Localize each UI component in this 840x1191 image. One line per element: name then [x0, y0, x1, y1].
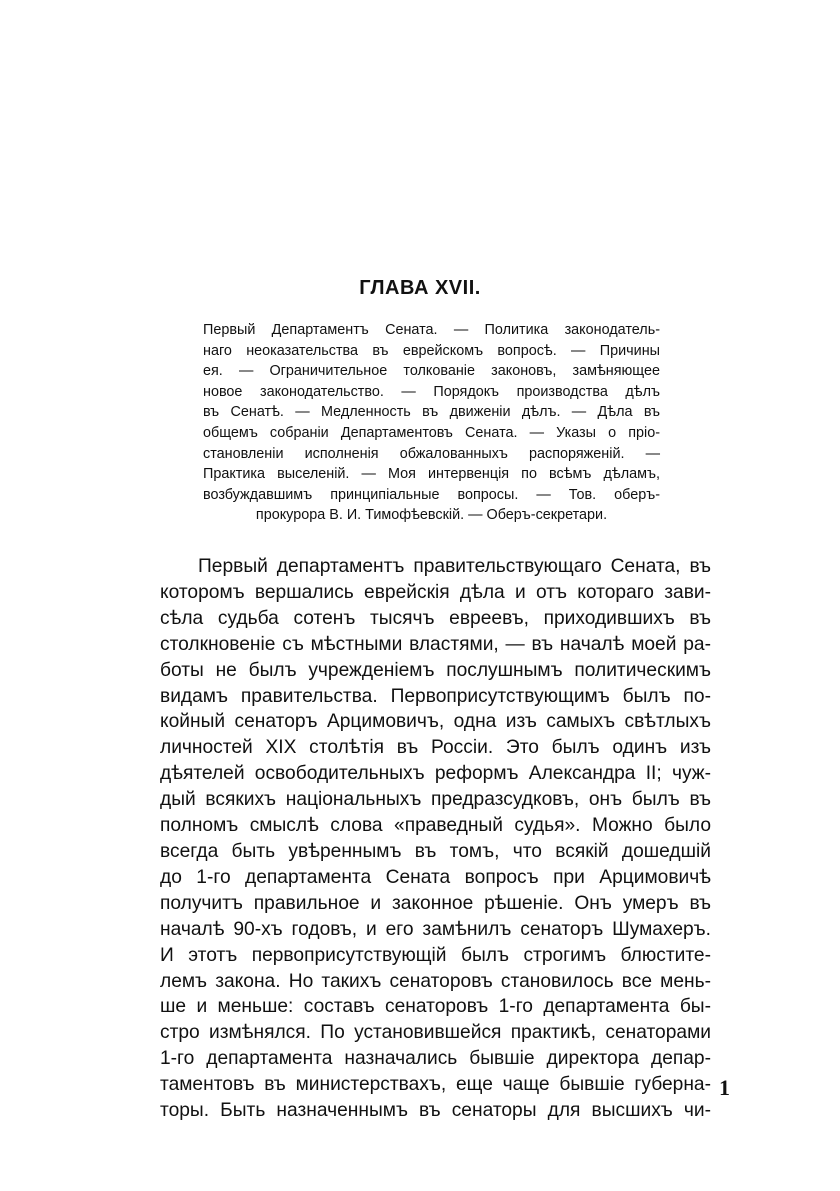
summary-line: прокурора В. И. Тимофѣевскій. — Оберъ-секретари. [255, 507, 608, 524]
summary-line: Практика выселеній. — Моя интервенція по всѣмъ дѣламъ, [203, 466, 660, 483]
body-line: личностей XIX столѣтія въ Россіи. Это былъ одинъ изъ [160, 737, 711, 759]
summary-line: ея. — Ограничительное толкованіе законовъ, замѣняющее [203, 363, 660, 380]
summary-line: въ Сенатѣ. — Медленность въ движеніи дѣлъ. — Дѣла въ [203, 404, 660, 421]
page-number: 1 [719, 1075, 730, 1100]
body-line: ше и меньше: составъ сенаторовъ 1-го департамента бы- [160, 996, 711, 1018]
body-line: получитъ правильное и законное рѣшеніе. Онъ умеръ въ [160, 892, 711, 914]
body-paragraph [160, 554, 711, 1124]
body-line: И этотъ первоприсутствующій былъ строгимъ блюстите- [160, 944, 711, 966]
body-line: всегда быть увѣреннымъ въ томъ, что всякій дошедшій [160, 840, 711, 862]
body-line: 1-го департамента назначались бывшіе директора депар- [160, 1048, 711, 1070]
chapter-title: ГЛАВА XVII. [359, 277, 481, 299]
body-line: дый всякихъ національныхъ предразсудковъ, онъ былъ въ [160, 789, 711, 811]
body-line: которомъ вершались еврейскія дѣла и отъ котораго зави- [160, 581, 711, 603]
body-line: до 1-го департамента Сената вопросъ при Арцимовичѣ [160, 866, 711, 888]
body-line: видамъ правительства. Первоприсутствующимъ былъ по- [160, 685, 711, 707]
body-line: таментовъ въ министерствахъ, еще чаще бывшіе губерна- [160, 1074, 711, 1096]
body-line: полномъ смыслѣ слова «праведный судья». Можно было [160, 815, 711, 837]
body-line: стро измѣнялся. По установившейся практикѣ, сенаторами [160, 1022, 711, 1044]
body-line: дѣятелей освободительныхъ реформъ Александра II; чуж- [160, 763, 711, 785]
summary-line: Первый Департаментъ Сената. — Политика законодатель- [203, 322, 660, 338]
body-line: столкновеніе съ мѣстными властями, — въ началѣ моей ра- [160, 633, 711, 655]
body-line: сѣла судьба сотенъ тысячъ евреевъ, приходившихъ въ [160, 607, 711, 629]
summary-line: общемъ собраніи Департаментовъ Сената. — Указы о пріо- [203, 424, 660, 441]
chapter-summary [203, 320, 660, 526]
summary-line: новое законодательство. — Порядокъ производства дѣлъ [203, 383, 660, 400]
summary-line: наго неоказательства въ еврейскомъ вопросѣ. — Причины [203, 342, 660, 359]
summary-line: становленіи исполненія обжалованныхъ распоряженій. — [203, 445, 660, 462]
body-line: началѣ 90-хъ годовъ, и его замѣнилъ сенаторъ Шумахеръ. [160, 918, 711, 940]
body-line: койный сенаторъ Арцимовичъ, одна изъ самыхъ свѣтлыхъ [160, 711, 711, 733]
body-line: лемъ закона. Но такихъ сенаторовъ становилось все мень- [160, 970, 711, 992]
body-line: торы. Быть назначеннымъ въ сенаторы для высшихъ чи- [160, 1100, 711, 1122]
summary-line: возбуждавшимъ принципіальные вопросы. — Тов. оберъ- [203, 486, 660, 503]
body-line: боты не былъ учрежденіемъ послушнымъ политическимъ [160, 659, 711, 681]
body-line: Первый департаментъ правительствующаго Сената, въ [198, 556, 711, 577]
